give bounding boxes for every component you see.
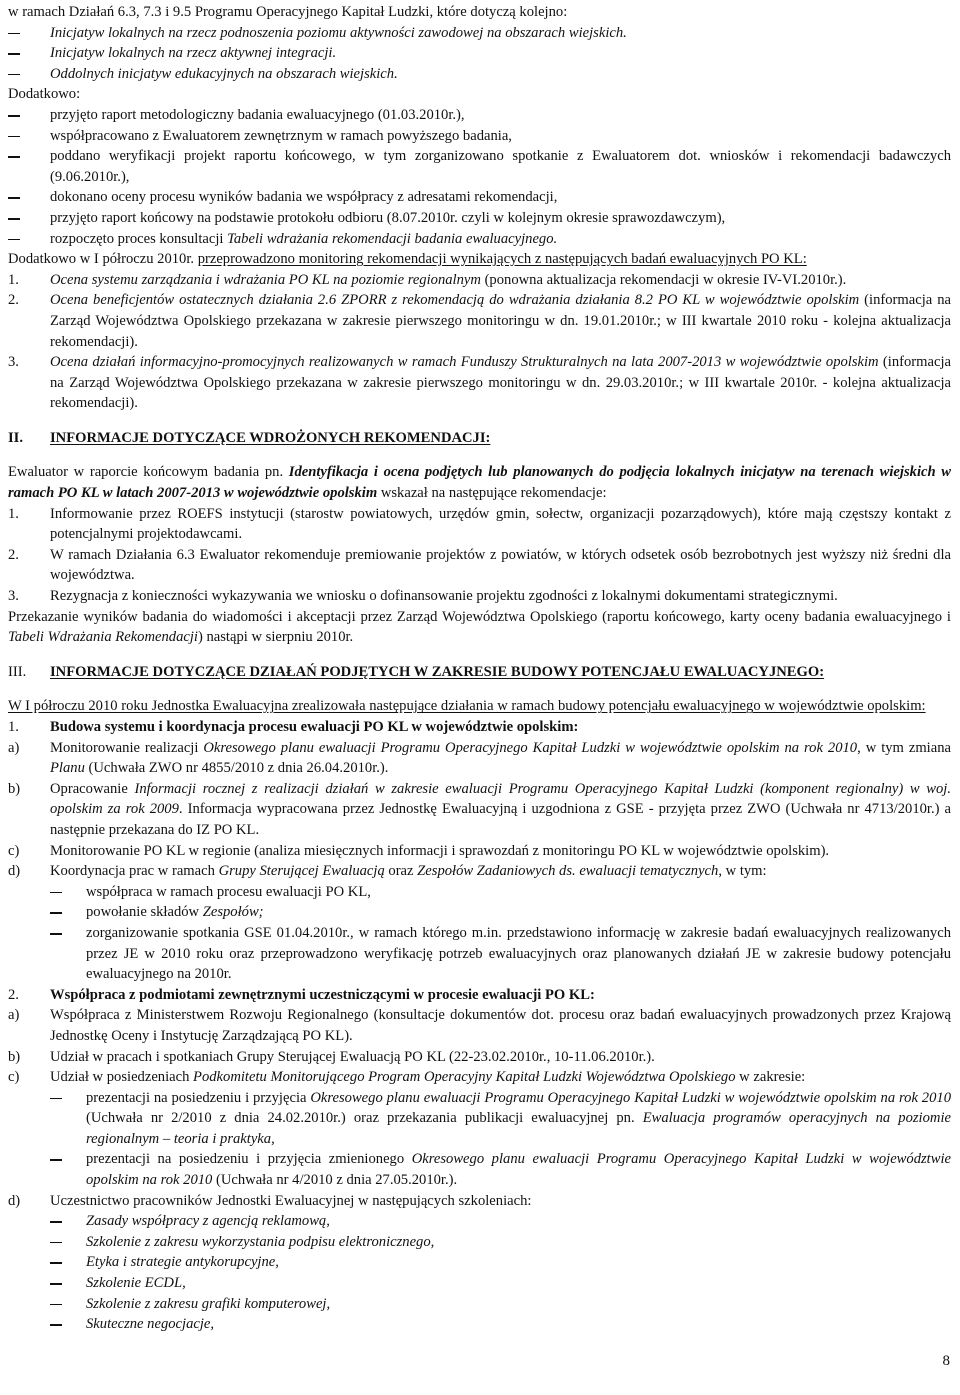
text-run: przeprowadzono monitoring rekomendacji wynikających z następujących badań ewaluacyjnych PO KL: (197, 251, 807, 268)
text-run: prezentacji na posiedzeniu i przyjęcia zmienionego (86, 1151, 412, 1168)
text-run: przyjęto raport metodologiczny badania ewaluacyjnego (01.03.2010r.), (50, 106, 465, 123)
bullet-item (8, 1211, 951, 1232)
bullet-item (8, 208, 951, 229)
text-run: Oddolnych inicjatyw edukacyjnych na obszarach wiejskich. (50, 65, 398, 82)
bullet-item (8, 105, 951, 126)
dash-bullet-icon (8, 136, 20, 138)
text-run: Szkolenie z zakresu grafiki komputerowej, (86, 1295, 331, 1312)
numbered-item (8, 861, 951, 882)
text-run: Monitorowanie realizacji (50, 739, 204, 756)
item-label: 2. (8, 986, 19, 1003)
document-body (8, 2, 951, 1335)
item-label: 1. (8, 271, 19, 288)
text-run: Współpraca z podmiotami zewnętrznymi uczestniczącymi w procesie ewaluacji PO KL: (50, 986, 595, 1003)
item-label: b) (8, 1048, 21, 1065)
numbered-item (8, 1191, 951, 1212)
text-run: przyjęto raport końcowy na podstawie protokołu odbioru (8.07.2010r. czyli w kolejnym okresie sprawozdawczym), (50, 209, 726, 226)
text-run: Dodatkowo: (8, 86, 81, 103)
bullet-item (8, 1252, 951, 1273)
text-run: Udział w posiedzeniach (50, 1069, 194, 1086)
text-run: prezentacji na posiedzeniu i przyjęcia (86, 1089, 311, 1106)
spacer (8, 648, 951, 662)
numbered-item (8, 1067, 951, 1088)
bullet-item (8, 1273, 951, 1294)
dash-bullet-icon (50, 1304, 62, 1306)
text-run: Inicjatyw lokalnych na rzecz aktywnej integracji. (50, 45, 337, 62)
item-label: d) (8, 863, 21, 880)
spacer (8, 448, 951, 462)
text-run: Etyka i strategie antykorupcyjne, (86, 1254, 279, 1271)
text-run: Ewaluacja programów operacyjnych na poziomie regionalnym – teoria i praktyka, (86, 1110, 951, 1147)
text-run: , w tym zmiana (857, 739, 951, 756)
text-run: powołanie składów (86, 904, 203, 921)
paragraph (8, 2, 951, 23)
numbered-item (8, 545, 951, 586)
text-run: współpracowano z Ewaluatorem zewnętrznym w ramach powyższego badania, (50, 127, 512, 144)
bullet-item (8, 23, 951, 44)
item-label: III. (8, 663, 27, 680)
bullet-item (8, 43, 951, 64)
text-run: Tabeli Wdrażania Rekomendacji (8, 629, 198, 646)
text-run: Grupy Sterującej Ewaluacją (218, 863, 385, 880)
numbered-item (8, 270, 951, 291)
text-run: poddano weryfikacji projekt raportu końcowego, w tym zorganizowano spotkanie z Ewaluatorem dot. wniosków i rekomendacji badawczych (9.06.2010r.), (50, 148, 951, 185)
text-run: Identyfikacja i ocena podjętych lub planowanych do podjęcia lokalnych inicjatyw na terenach wiejskich w ramach PO KL w latach 2007-2013 w województwie opolskim (8, 464, 951, 502)
numbered-item (8, 428, 951, 449)
text-run: (ponowna aktualizacja rekomendacji w okresie IV-VI.2010r.). (480, 271, 847, 288)
text-run: Planu (50, 760, 85, 777)
text-run: Rezygnacja z konieczności wykazywania we wniosku o dofinansowanie projektu zgodności z lokalnymi dokumentami strategicznymi. (50, 588, 838, 605)
bullet-item (8, 1294, 951, 1315)
text-run: (informacja na Zarząd Województwa Opolskiego przekazana w zakresie pierwszego monitoringu w dn. 29.03.2010r.; w III kwartale 2010r. - kolejna aktualizacja rekomendacji). (50, 354, 951, 412)
text-run: ) nastąpi w sierpniu 2010r. (197, 629, 354, 646)
dash-bullet-icon (50, 1283, 62, 1285)
dash-bullet-icon (8, 156, 20, 158)
text-run: w zakresie: (735, 1069, 806, 1086)
text-run: INFORMACJE DOTYCZĄCE DZIAŁAŃ PODJĘTYCH W ZAKRESIE BUDOWY POTENCJAŁU EWALUACYJNEGO: (50, 663, 825, 680)
bullet-item (8, 923, 951, 985)
text-run: Szkolenie ECDL, (86, 1275, 186, 1292)
text-run: w ramach Działań 6.3, 7.3 i 9.5 Programu Operacyjnego Kapitał Ludzki, które dotyczą kolejno: (8, 4, 568, 20)
text-run: Przekazanie wyników badania do wiadomości i akceptacji przez Zarząd Województwa Opolskiego (raportu końcowego, karty oceny badania ewaluacyjnego i (8, 608, 951, 625)
text-run: Zespołów Zadaniowych ds. ewaluacji tematycznych (417, 863, 719, 880)
item-label: II. (8, 429, 24, 446)
text-run: . Informacja wypracowana przez Jednostkę Ewaluacyjną i uzgodniona z GSE - przyjęta przez ZWO (Uchwała nr 4713/2010r.) a następnie przekazana do IZ PO KL. (50, 801, 952, 838)
numbered-item (8, 352, 951, 414)
text-run: , w tym: (718, 863, 767, 880)
dash-bullet-icon (8, 115, 20, 117)
numbered-item (8, 1047, 951, 1068)
dash-bullet-icon (8, 197, 20, 199)
item-label: 1. (8, 505, 19, 522)
text-run: Zespołów; (202, 904, 264, 921)
dash-bullet-icon (50, 1262, 62, 1264)
text-run: Opracowanie (50, 780, 135, 797)
numbered-item (8, 738, 951, 779)
numbered-item (8, 662, 951, 683)
text-run: W ramach Działania 6.3 Ewaluator rekomenduje premiowanie projektów z powiatów, w których odsetek osób bezrobotnych jest wyższy niż średni dla województwa. (50, 546, 951, 584)
dash-bullet-icon (50, 933, 62, 935)
bullet-item (8, 146, 951, 187)
bullet-item (8, 902, 951, 923)
text-run: zorganizowanie spotkania GSE 01.04.2010r., w ramach którego m.in. przedstawiono informację w zakresie badań ewaluacyjnych realizowanych przez JE w 2010 roku oraz przeprowadzono weryfikację potrzeb ewaluacyjnych oraz planowanych działań JE w zakresie budowy potencjału ewaluacyjnego na 2010r. (86, 924, 951, 983)
text-run: Dodatkowo w I półroczu 2010r. (8, 251, 198, 268)
text-run: Uczestnictwo pracowników Jednostki Ewaluacyjnej w następujących szkoleniach: (50, 1192, 532, 1209)
dash-bullet-icon (50, 1159, 62, 1161)
item-label: b) (8, 780, 21, 797)
text-run: wskazał na następujące rekomendacje: (377, 485, 607, 502)
paragraph (8, 249, 951, 270)
text-run: Okresowego planu ewaluacji Programu Operacyjnego Kapitał Ludzki w województwie opolskim na rok 2010 (310, 1089, 951, 1106)
numbered-item (8, 779, 951, 841)
numbered-item (8, 504, 951, 545)
paragraph (8, 84, 951, 105)
text-run: (informacja na Zarząd Województwa Opolskiego przekazana w zakresie pierwszego monitoringu w dn. 19.01.2010r.; w III kwartale 2010 roku - kolejna aktualizacja rekomendacji). (50, 292, 951, 350)
page-number: 8 (942, 1353, 950, 1369)
text-run: Informacji rocznej z realizacji działań w zakresie ewaluacji Programu Operacyjnego Kapitał Ludzki (komponent regionalny) w woj. opolskim za rok 2009 (50, 780, 951, 818)
text-run: Okresowego planu ewaluacji Programu Operacyjnego Kapitał Ludzki w województwie opolskim na rok 2010 (86, 1151, 952, 1189)
text-run: rozpoczęto proces konsultacji (50, 230, 228, 247)
dash-bullet-icon (50, 1221, 62, 1223)
dash-bullet-icon (8, 53, 20, 55)
bullet-item (8, 229, 951, 250)
bullet-item (8, 187, 951, 208)
item-label: a) (8, 1007, 20, 1024)
text-run: Tabeli wdrażania rekomendacji badania ewaluacyjnego. (227, 230, 558, 247)
text-run: Ocena działań informacyjno-promocyjnych realizowanych w ramach Funduszy Strukturalnych na lata 2007-2013 w województwie opolskim (50, 354, 879, 371)
text-run: Zasady współpracy z agencją reklamową, (86, 1213, 330, 1230)
text-run: Monitorowanie PO KL w regionie (analiza miesięcznych informacji i sprawozdań z monitoringu PO KL w województwie opolskim). (50, 842, 830, 859)
numbered-item (8, 985, 951, 1006)
bullet-item (8, 1232, 951, 1253)
paragraph (8, 696, 951, 717)
dash-bullet-icon (50, 1242, 62, 1244)
text-run: Ocena beneficjentów ostatecznych działania 2.6 ZPORR z rekomendacją do wdrażania działania 8.2 PO KL w województwie opolskim (50, 292, 860, 309)
paragraph (8, 462, 951, 503)
text-run: Podkomitetu Monitorującego Program Operacyjny Kapitał Ludzki Województwa Opolskiego (193, 1069, 736, 1086)
text-run: oraz (384, 863, 418, 880)
item-label: c) (8, 842, 20, 859)
text-run: Udział w pracach i spotkaniach Grupy Sterującej Ewaluacją PO KL (22-23.02.2010r., 10-11.06.2010r.). (50, 1048, 655, 1065)
bullet-item (8, 126, 951, 147)
dash-bullet-icon (8, 218, 20, 220)
text-run: Szkolenie z zakresu wykorzystania podpisu elektronicznego, (86, 1233, 435, 1250)
dash-bullet-icon (50, 1098, 62, 1100)
numbered-item (8, 586, 951, 607)
numbered-item (8, 717, 951, 738)
text-run: Koordynacja prac w ramach (50, 863, 219, 880)
text-run: Skuteczne negocjacje, (86, 1316, 215, 1333)
numbered-item (8, 841, 951, 862)
text-run: Ewaluator w raporcie końcowym badania pn. (8, 464, 289, 481)
text-run: Budowa systemu i koordynacja procesu ewaluacji PO KL w województwie opolskim: (50, 719, 579, 735)
text-run: (Uchwała nr 2/2010 z dnia 24.02.2010r.) oraz przekazania publikacji ewaluacyjnej pn. (86, 1110, 643, 1127)
text-run: (Uchwała nr 4/2010 z dnia 27.05.2010r.). (212, 1172, 458, 1189)
text-run: współpraca w ramach procesu ewaluacji PO KL, (86, 883, 371, 900)
dash-bullet-icon (8, 33, 20, 35)
bullet-item (8, 1314, 951, 1335)
dash-bullet-icon (8, 239, 20, 241)
item-label: 2. (8, 546, 19, 563)
dash-bullet-icon (50, 892, 62, 894)
numbered-item (8, 290, 951, 352)
text-run: Ocena systemu zarządzania i wdrażania PO KL na poziomie regionalnym (50, 271, 481, 288)
item-label: a) (8, 739, 20, 756)
dash-bullet-icon (8, 74, 20, 76)
spacer (8, 682, 951, 696)
text-run: Okresowego planu ewaluacji Programu Operacyjnego Kapitał Ludzki w województwie opolskim na rok 2010 (203, 739, 858, 756)
spacer (8, 414, 951, 428)
dash-bullet-icon (50, 1324, 62, 1326)
bullet-item (8, 64, 951, 85)
bullet-item (8, 1088, 951, 1150)
paragraph (8, 607, 951, 648)
item-label: 2. (8, 292, 19, 309)
text-run: Inicjatyw lokalnych na rzecz podnoszenia poziomu aktywności zawodowej na obszarach wiejskich. (50, 24, 627, 41)
text-run: Współpraca z Ministerstwem Rozwoju Regionalnego (konsultacje dokumentów dot. procesu oraz badań ewaluacyjnych prowadzonych przez Krajową Jednostkę Oceny i Instytucję Zarządzającą PO KL). (50, 1007, 951, 1044)
item-label: 3. (8, 588, 19, 605)
item-label: 3. (8, 354, 19, 371)
bullet-item (8, 1149, 951, 1190)
text-run: Informowanie przez ROEFS instytucji (starostw powiatowych, urzędów gmin, sołectw, organizacji pozarządowych), które mają częstszy kontakt z potencjalnymi projektodawcami. (50, 505, 951, 543)
item-label: c) (8, 1069, 20, 1086)
text-run: INFORMACJE DOTYCZĄCE WDROŻONYCH REKOMENDACJI: (50, 429, 491, 446)
item-label: d) (8, 1192, 21, 1209)
item-label: 1. (8, 719, 19, 735)
text-run: dokonano oceny procesu wyników badania we współpracy z adresatami rekomendacji, (50, 189, 558, 206)
text-run: (Uchwała ZWO nr 4855/2010 z dnia 26.04.2010r.). (84, 760, 389, 777)
bullet-item (8, 882, 951, 903)
text-run: W I półroczu 2010 roku Jednostka Ewaluacyjna zrealizowała następujące działania w ramach budowy potencjału ewaluacyjnego w województwie opolskim: (8, 698, 926, 715)
dash-bullet-icon (50, 912, 62, 914)
numbered-item (8, 1005, 951, 1046)
